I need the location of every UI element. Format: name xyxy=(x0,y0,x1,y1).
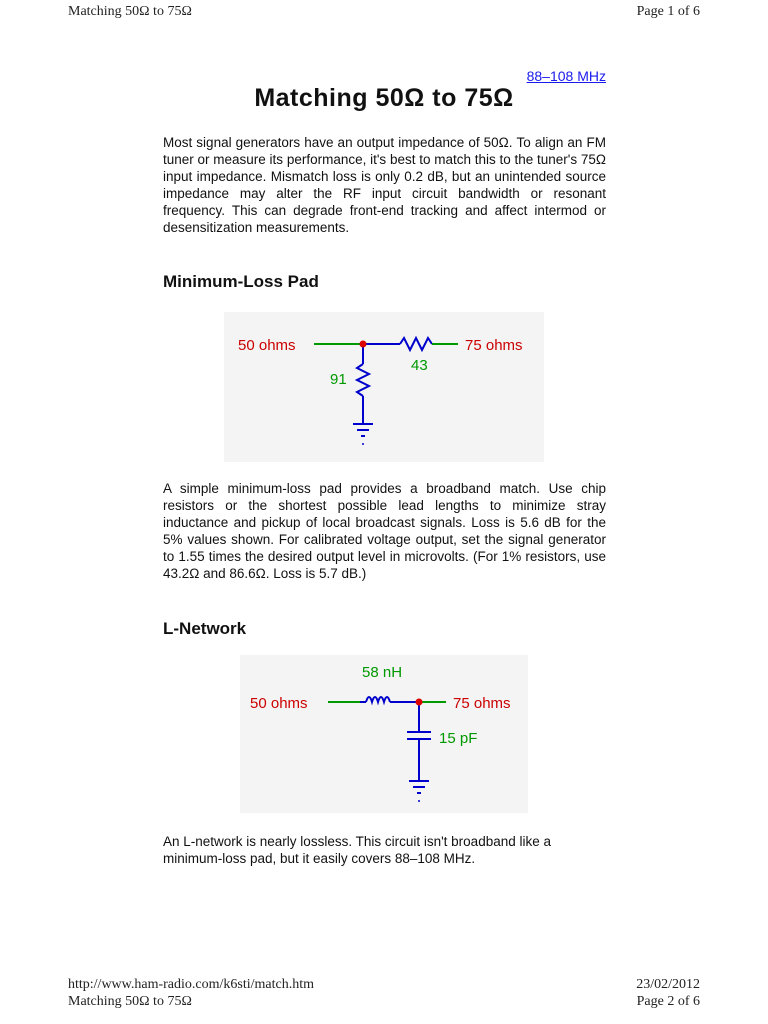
series-resistor-symbol xyxy=(400,338,432,350)
intro-paragraph: Most signal generators have an output impedance of 50Ω. To align an FM tuner or measure its performance, it's best to match this to the tuner's 75Ω input impedance. Mismatch loss is only 0.2 dB, but an unintended source impedance may alter the RF input circuit bandwidth or resonant frequency. This can degrade front-end tracking and affect intermod or desensitization measurements. xyxy=(163,135,606,235)
pad-output-label: 75 ohms xyxy=(465,337,523,354)
page-title: Matching 50Ω to 75Ω xyxy=(254,84,514,112)
pad-paragraph: A simple minimum-loss pad provides a broadband match. Use chip resistors or the shortest possible lead lengths to minimize stray inductance and pickup of local broadcast signals. Loss is 5.6 dB for the 5% values shown. For calibrated voltage output, set the signal generator to 1.55 times the desired output level in microvolts. (For 1% resistors, use 43.2Ω and 86.6Ω. Loss is 5.7 dB.) xyxy=(163,481,606,581)
print-footer-date: 23/02/2012 xyxy=(636,977,700,992)
print-header-title: Matching 50Ω to 75Ω xyxy=(68,4,192,19)
capacitor-symbol xyxy=(407,732,431,739)
capacitor-value: 15 pF xyxy=(439,730,478,747)
print-footer-url: http://www.ham-radio.com/k6sti/match.htm xyxy=(68,977,314,992)
inductor-value: 58 nH xyxy=(362,664,403,681)
section-heading-pad: Minimum-Loss Pad xyxy=(163,272,319,291)
print-footer-page: Page 2 of 6 xyxy=(636,994,700,1009)
ground-symbol xyxy=(353,424,373,445)
junction-node xyxy=(416,699,423,706)
section-heading-lnet: L-Network xyxy=(163,619,247,638)
pad-input-label: 50 ohms xyxy=(238,337,296,354)
lnet-input-label: 50 ohms xyxy=(250,695,308,712)
lnetwork-schematic xyxy=(240,655,528,813)
series-resistor-value: 43 xyxy=(411,357,428,374)
pad-schematic xyxy=(224,312,544,462)
lnet-paragraph: An L-network is nearly lossless. This circuit isn't broadband like a minimum-loss pad, but it easily covers 88–108 MHz. xyxy=(163,834,551,866)
print-footer-title: Matching 50Ω to 75Ω xyxy=(68,994,192,1009)
frequency-link[interactable]: 88–108 MHz xyxy=(526,68,606,84)
junction-node xyxy=(360,341,367,348)
shunt-resistor-symbol xyxy=(357,364,369,396)
inductor-symbol xyxy=(360,697,419,702)
ground-symbol xyxy=(409,781,429,802)
print-header-page: Page 1 of 6 xyxy=(636,4,700,19)
lnet-output-label: 75 ohms xyxy=(453,695,511,712)
shunt-resistor-value: 91 xyxy=(330,371,347,388)
